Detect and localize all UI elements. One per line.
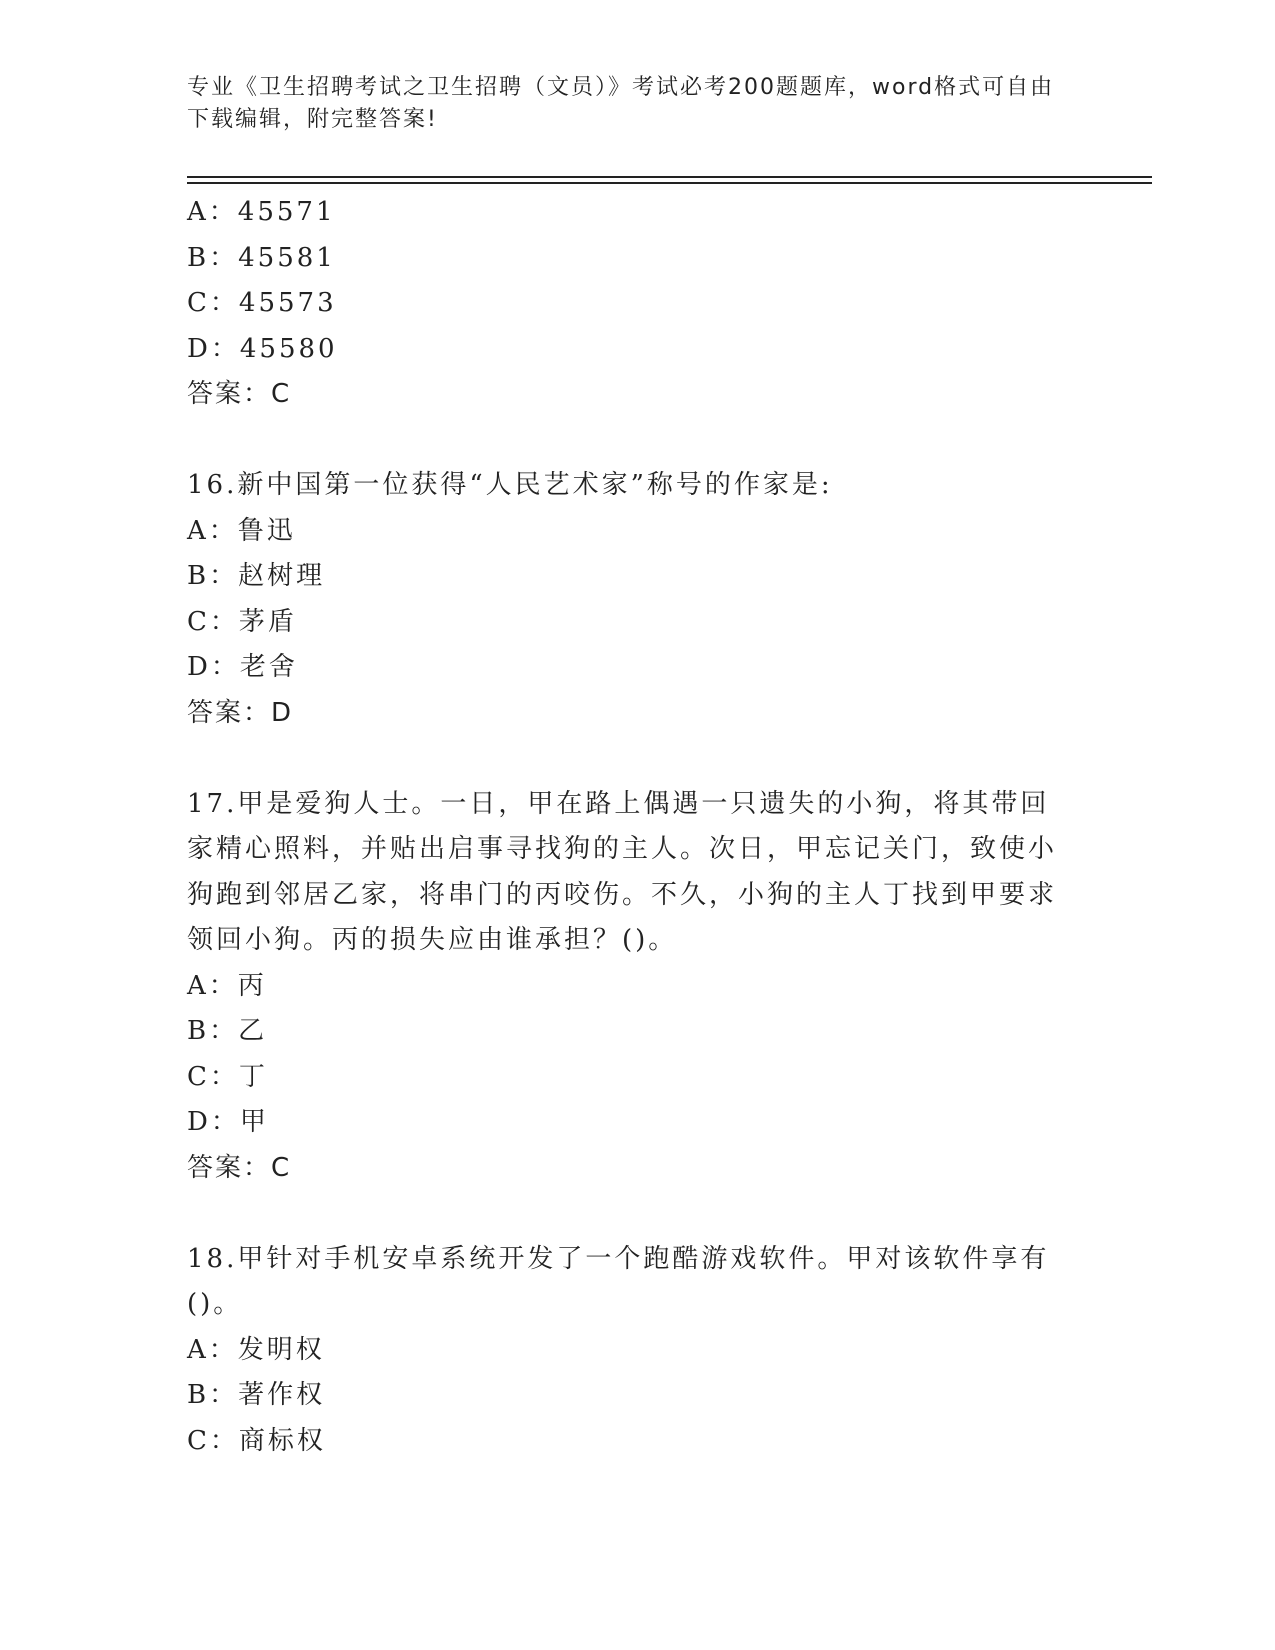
option-text: 45581: [238, 242, 336, 273]
option-a: [187, 964, 1077, 1010]
answer-line: 答案：D: [187, 697, 294, 728]
option-text: 乙: [238, 1016, 268, 1046]
option-label: C：: [187, 1425, 239, 1456]
header-rule-top: [187, 176, 1152, 178]
option-b: [187, 236, 1077, 282]
question-15: [187, 190, 1077, 418]
spacer: [187, 736, 1077, 782]
option-label: D：: [187, 1107, 240, 1137]
question-16: [187, 463, 1077, 736]
option-c: [187, 1055, 1077, 1101]
option-text: 丁: [238, 1061, 268, 1092]
option-text: 45571: [237, 197, 336, 227]
option-label: B：: [187, 561, 239, 591]
option-text: 丙: [237, 970, 267, 1001]
option-label: D：: [187, 652, 240, 682]
option-label: C：: [187, 1061, 239, 1092]
option-label: A：: [187, 1334, 238, 1365]
option-label: A：: [187, 515, 238, 546]
option-text: 老舍: [239, 652, 298, 682]
option-label: B：: [187, 1016, 239, 1046]
option-label: A：: [187, 970, 238, 1001]
option-label: C：: [187, 288, 239, 318]
option-a: [187, 1328, 1077, 1374]
option-label: B：: [187, 1380, 239, 1410]
option-label: C：: [187, 606, 239, 637]
header-rule-bottom: [187, 182, 1152, 184]
option-a: [187, 190, 1077, 236]
option-d: [187, 327, 1077, 373]
option-b: [187, 1373, 1077, 1419]
answer-line: 答案：C: [187, 1152, 292, 1183]
question-17: [187, 782, 1077, 1192]
option-d: [187, 1100, 1077, 1146]
option-d: [187, 645, 1077, 691]
option-text: 鲁迅: [237, 515, 296, 546]
option-b: [187, 554, 1077, 600]
option-text: 赵树理: [238, 561, 326, 591]
option-text: 甲: [239, 1107, 269, 1137]
option-text: 发明权: [237, 1334, 325, 1365]
option-c: [187, 281, 1077, 327]
option-c: [187, 1419, 1077, 1465]
question-18: [187, 1237, 1077, 1465]
answer-line: 答案：C: [187, 379, 292, 409]
option-c: [187, 600, 1077, 646]
option-text: 45580: [239, 333, 338, 364]
option-label: D：: [187, 333, 240, 364]
option-text: 著作权: [238, 1380, 326, 1410]
document-header: 专业《卫生招聘考试之卫生招聘（文员）》考试必考200题题库，word格式可自由下载编辑，附完整答案!: [187, 75, 1055, 132]
question-text: 18.甲针对手机安卓系统开发了一个跑酷游戏软件。甲对该软件享有()。: [187, 1243, 1050, 1319]
spacer: [187, 418, 1077, 464]
option-text: 45573: [238, 288, 337, 318]
option-a: [187, 509, 1077, 555]
spacer: [187, 1191, 1077, 1237]
question-content: [187, 190, 1077, 1464]
question-text: 16.新中国第一位获得“人民艺术家”称号的作家是:: [187, 470, 833, 500]
option-label: B：: [187, 242, 239, 273]
option-text: 茅盾: [238, 606, 297, 637]
option-b: [187, 1009, 1077, 1055]
option-label: A：: [187, 197, 238, 227]
option-text: 商标权: [238, 1425, 326, 1456]
question-text: 17.甲是爱狗人士。一日，甲在路上偶遇一只遗失的小狗，将其带回家精心照料，并贴出启事寻找狗的主人。次日，甲忘记关门，致使小狗跑到邻居乙家，将串门的丙咬伤。不久，小狗的主人丁找到甲要求领回小狗。丙的损失应由谁承担？()。: [187, 788, 1058, 955]
